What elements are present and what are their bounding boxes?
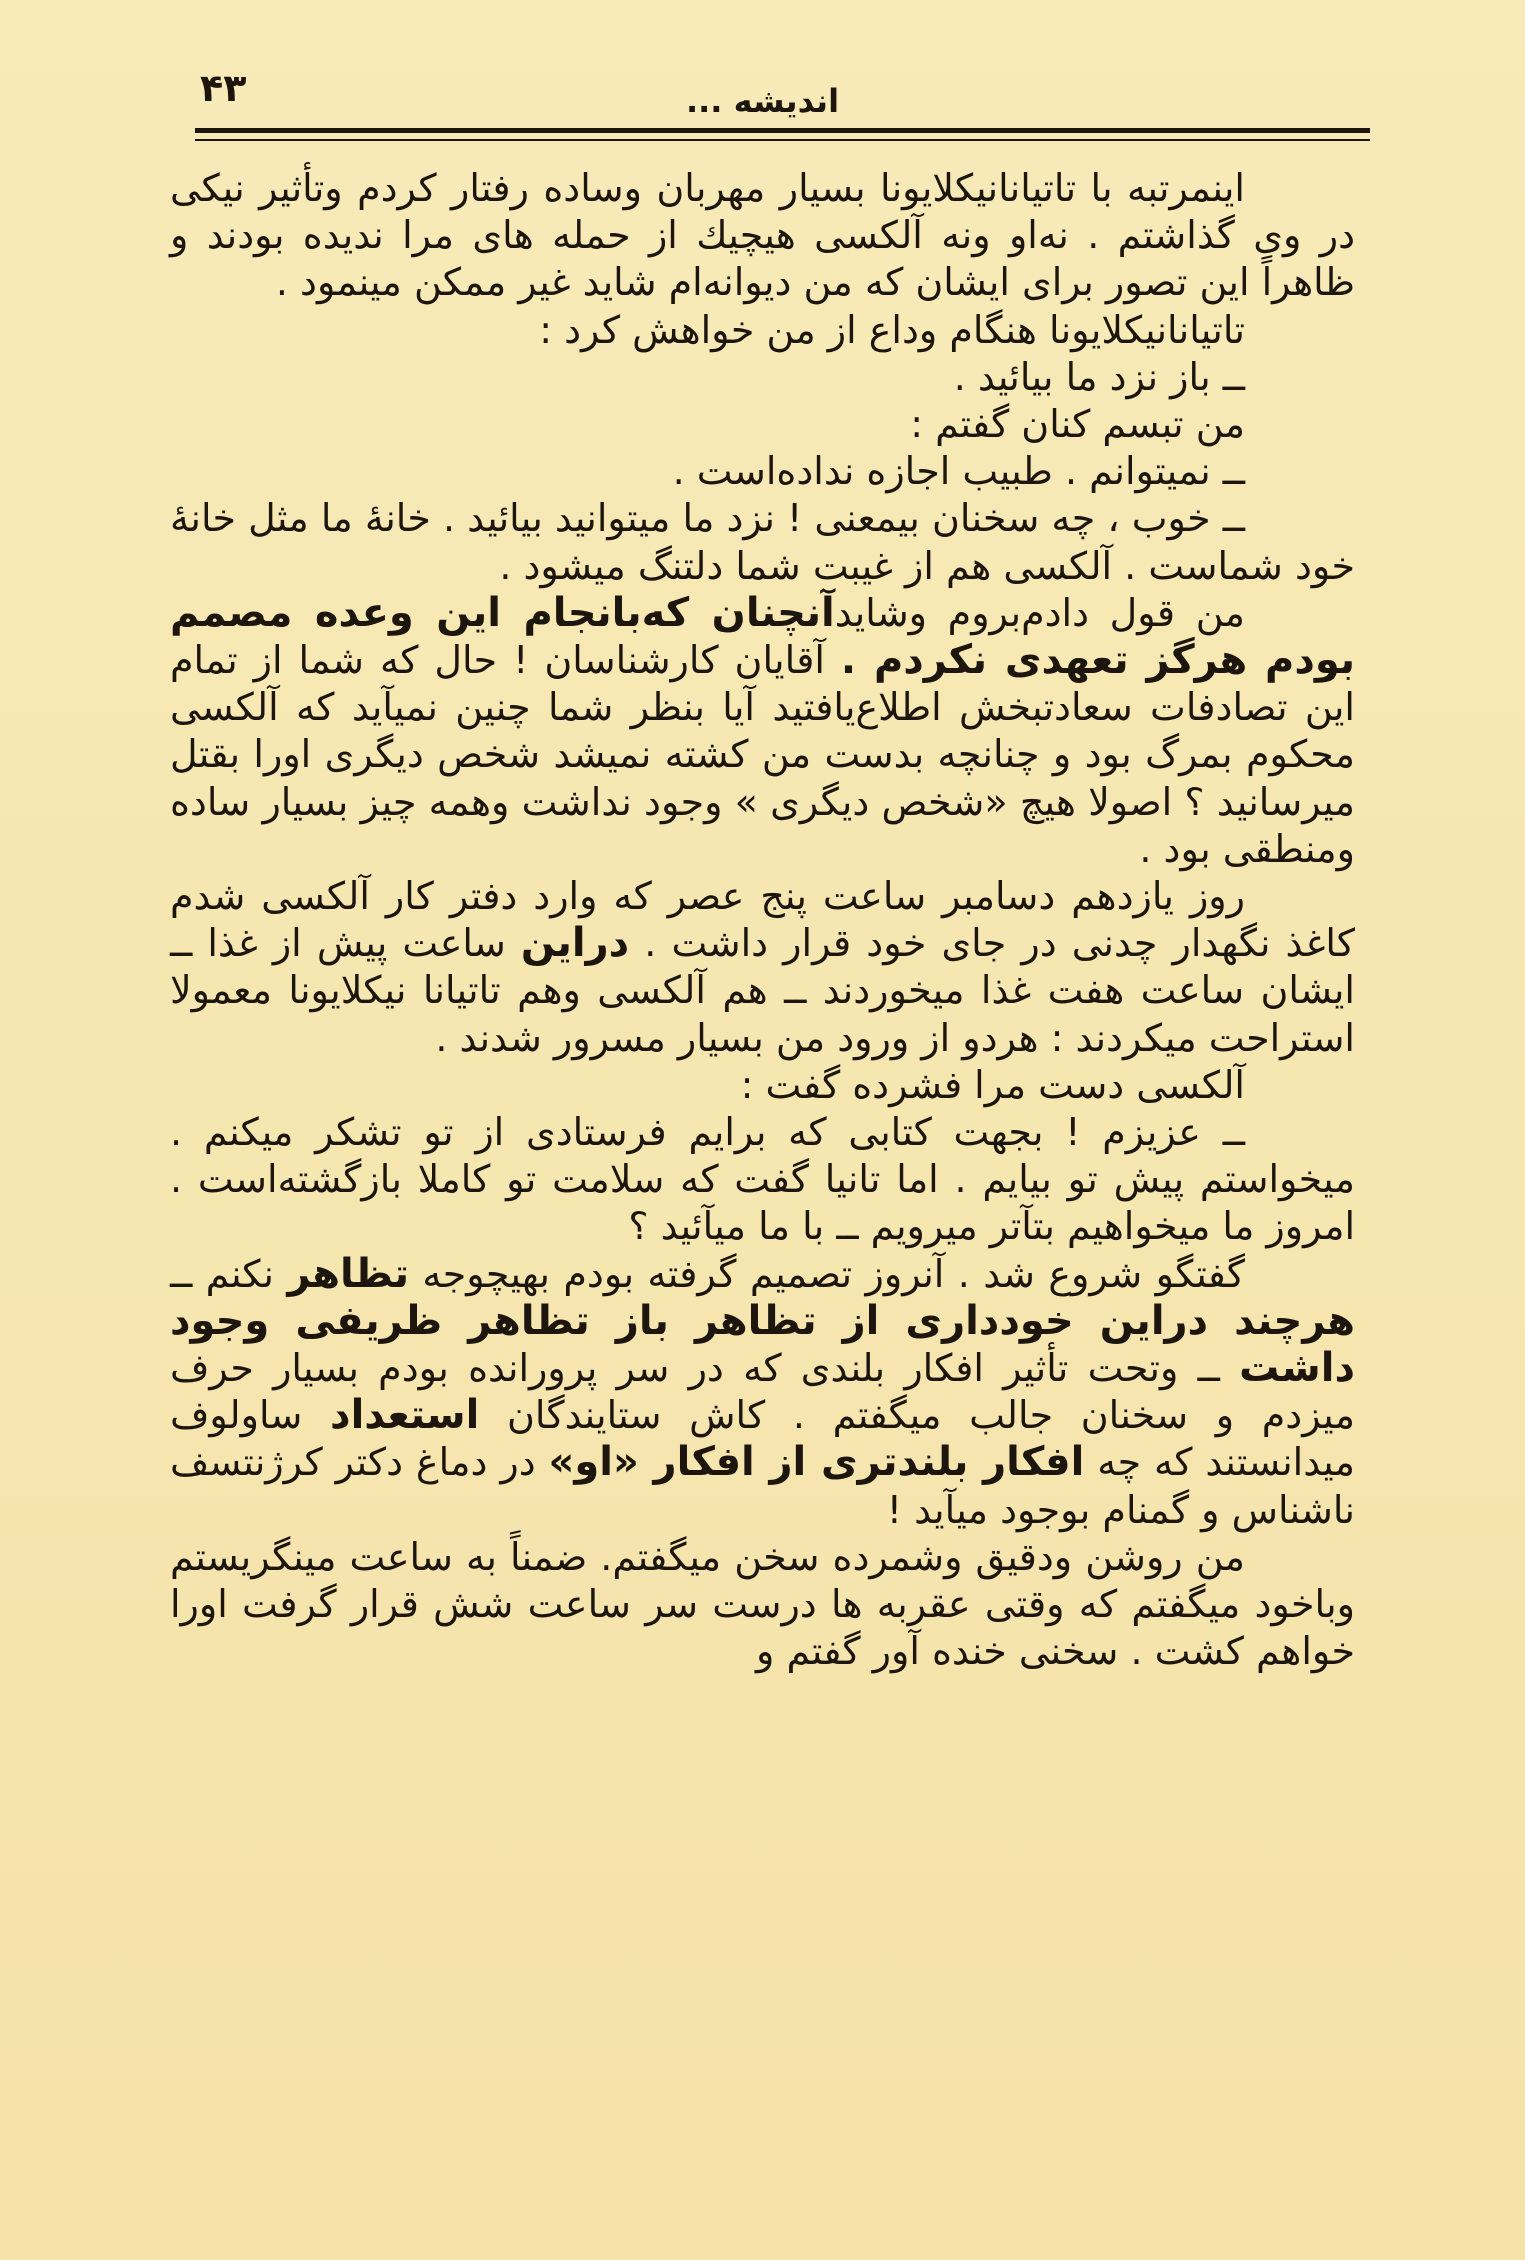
running-title: اندیشه ... (685, 82, 840, 120)
header-rule-thick (195, 128, 1370, 133)
bold-text: هرچند دراین خودداری از تظاهر باز تظاهر ظریفی وجود داشت (170, 1297, 1355, 1392)
bold-text: آنچنان که‌بانجام این وعده مصمم بودم هرگز تعهدی نکردم . (170, 589, 1355, 684)
bold-text: دراین (520, 920, 630, 967)
text-run: در دماغ دکتر کرژنتسف ناشناس و گمنام بوجود میآید ! (170, 1440, 1355, 1532)
text-run: ــ وتحت تأثیر افکار بلندی که در سر پرورانده بودم بسیار حرف میزدم و سخنان جالب میگفتم . کاش ستایندگان (170, 1346, 1355, 1438)
paragraph: ــ خوب ، چه سخنان بیمعنی ! نزد ما میتوانید بیائید . خانهٔ ما مثل خانهٔ خود شماست . آلکسی هم از غیبت شما دلتنگ میشود . (170, 496, 1355, 588)
paragraph: من تبسم کنان گفتم : (910, 402, 1245, 447)
paragraph: ــ عزیزم ! بجهت کتابی که برایم فرستادی از تو تشکر میکنم . میخواستم پیش تو بیایم . اما تانیا گفت که سلامت تو کاملا بازگشته‌است . امروز ما میخواهیم بتآتر میرویم ــ با ما میآئید ؟ (170, 1110, 1355, 1249)
bold-text: افکار بلندتری از افکار «او» (548, 1439, 1085, 1486)
paragraph: اینمرتبه با تاتیانانیکلایونا بسیار مهربان وساده رفتار کردم وتأثیر نیکی در وی گذاشتم . نه‌او ونه آلکسی هیچیك از حمله های مرا ندیده بودند و ظاهراً این تصور برای ایشان که من دیوانه‌ام شاید غیر ممکن مینمود . (170, 166, 1355, 305)
paragraph (170, 1251, 1355, 1534)
text-run: گفتگو شروع شد . آنروز تصمیم گرفته بودم بهیچوجه (409, 1251, 1245, 1296)
paragraph (170, 873, 1355, 1062)
text-run: نکنم ــ (170, 1251, 288, 1296)
text-run: روز یازدهم دسامبر ساعت پنج عصر که وارد دفتر کار آلکسی شدم کاغذ نگهدار چدنی در جای خود قرار داشت . (170, 874, 1355, 966)
text-run: آقایان کارشناسان ! حال که شما از تمام این تصادفات سعادتبخش اطلاع‌یافتید آیا بنظر شما چنین نمیآید که آلکسی محکوم بمرگ بود و چنانچه بدست من کشته نمیشد شخص دیگری اورا بقتل میرسانید ؟ اصولا هیچ «شخص دیگری » وجود نداشت وهمه چیز بسیار ساده ومنطقی بود . (170, 638, 1355, 871)
body-text (170, 165, 1355, 1676)
paragraph: تاتیانانیکلایونا هنگام وداع از من خواهش کرد : (539, 307, 1245, 352)
page-number: ۴۳ (200, 66, 247, 110)
text-run: ساولوف میدانستند که چه (170, 1393, 1356, 1485)
bold-text: تظاهر (287, 1250, 409, 1297)
paragraph: آلکسی دست مرا فشرده گفت : (740, 1062, 1245, 1107)
paragraph (170, 590, 1355, 873)
paragraph: ــ نمیتوانم . طبیب اجازه نداده‌است . (672, 449, 1245, 494)
bold-text: استعداد (330, 1392, 480, 1439)
text-run: ساعت پیش از غذا ــ ایشان ساعت هفت غذا میخوردند ــ هم آلکسی وهم تاتیانا نیکلایونا معمولا استراحت میکردند : هردو از ورود من بسیار مسرور شدند . (170, 921, 1355, 1060)
text-run: من قول دادم‌بروم وشاید (834, 590, 1245, 635)
paragraph: ــ باز نزد ما بیائید . (953, 354, 1245, 399)
header-rule-thin (195, 139, 1370, 141)
paragraph: من روشن ودقیق وشمرده سخن میگفتم. ضمناً به ساعت مینگریستم وباخود میگفتم که وقتی عقربه ها درست سر ساعت شش قرار گرفت اورا خواهم کشت . سخنی خنده آور گفتم و (170, 1534, 1355, 1674)
